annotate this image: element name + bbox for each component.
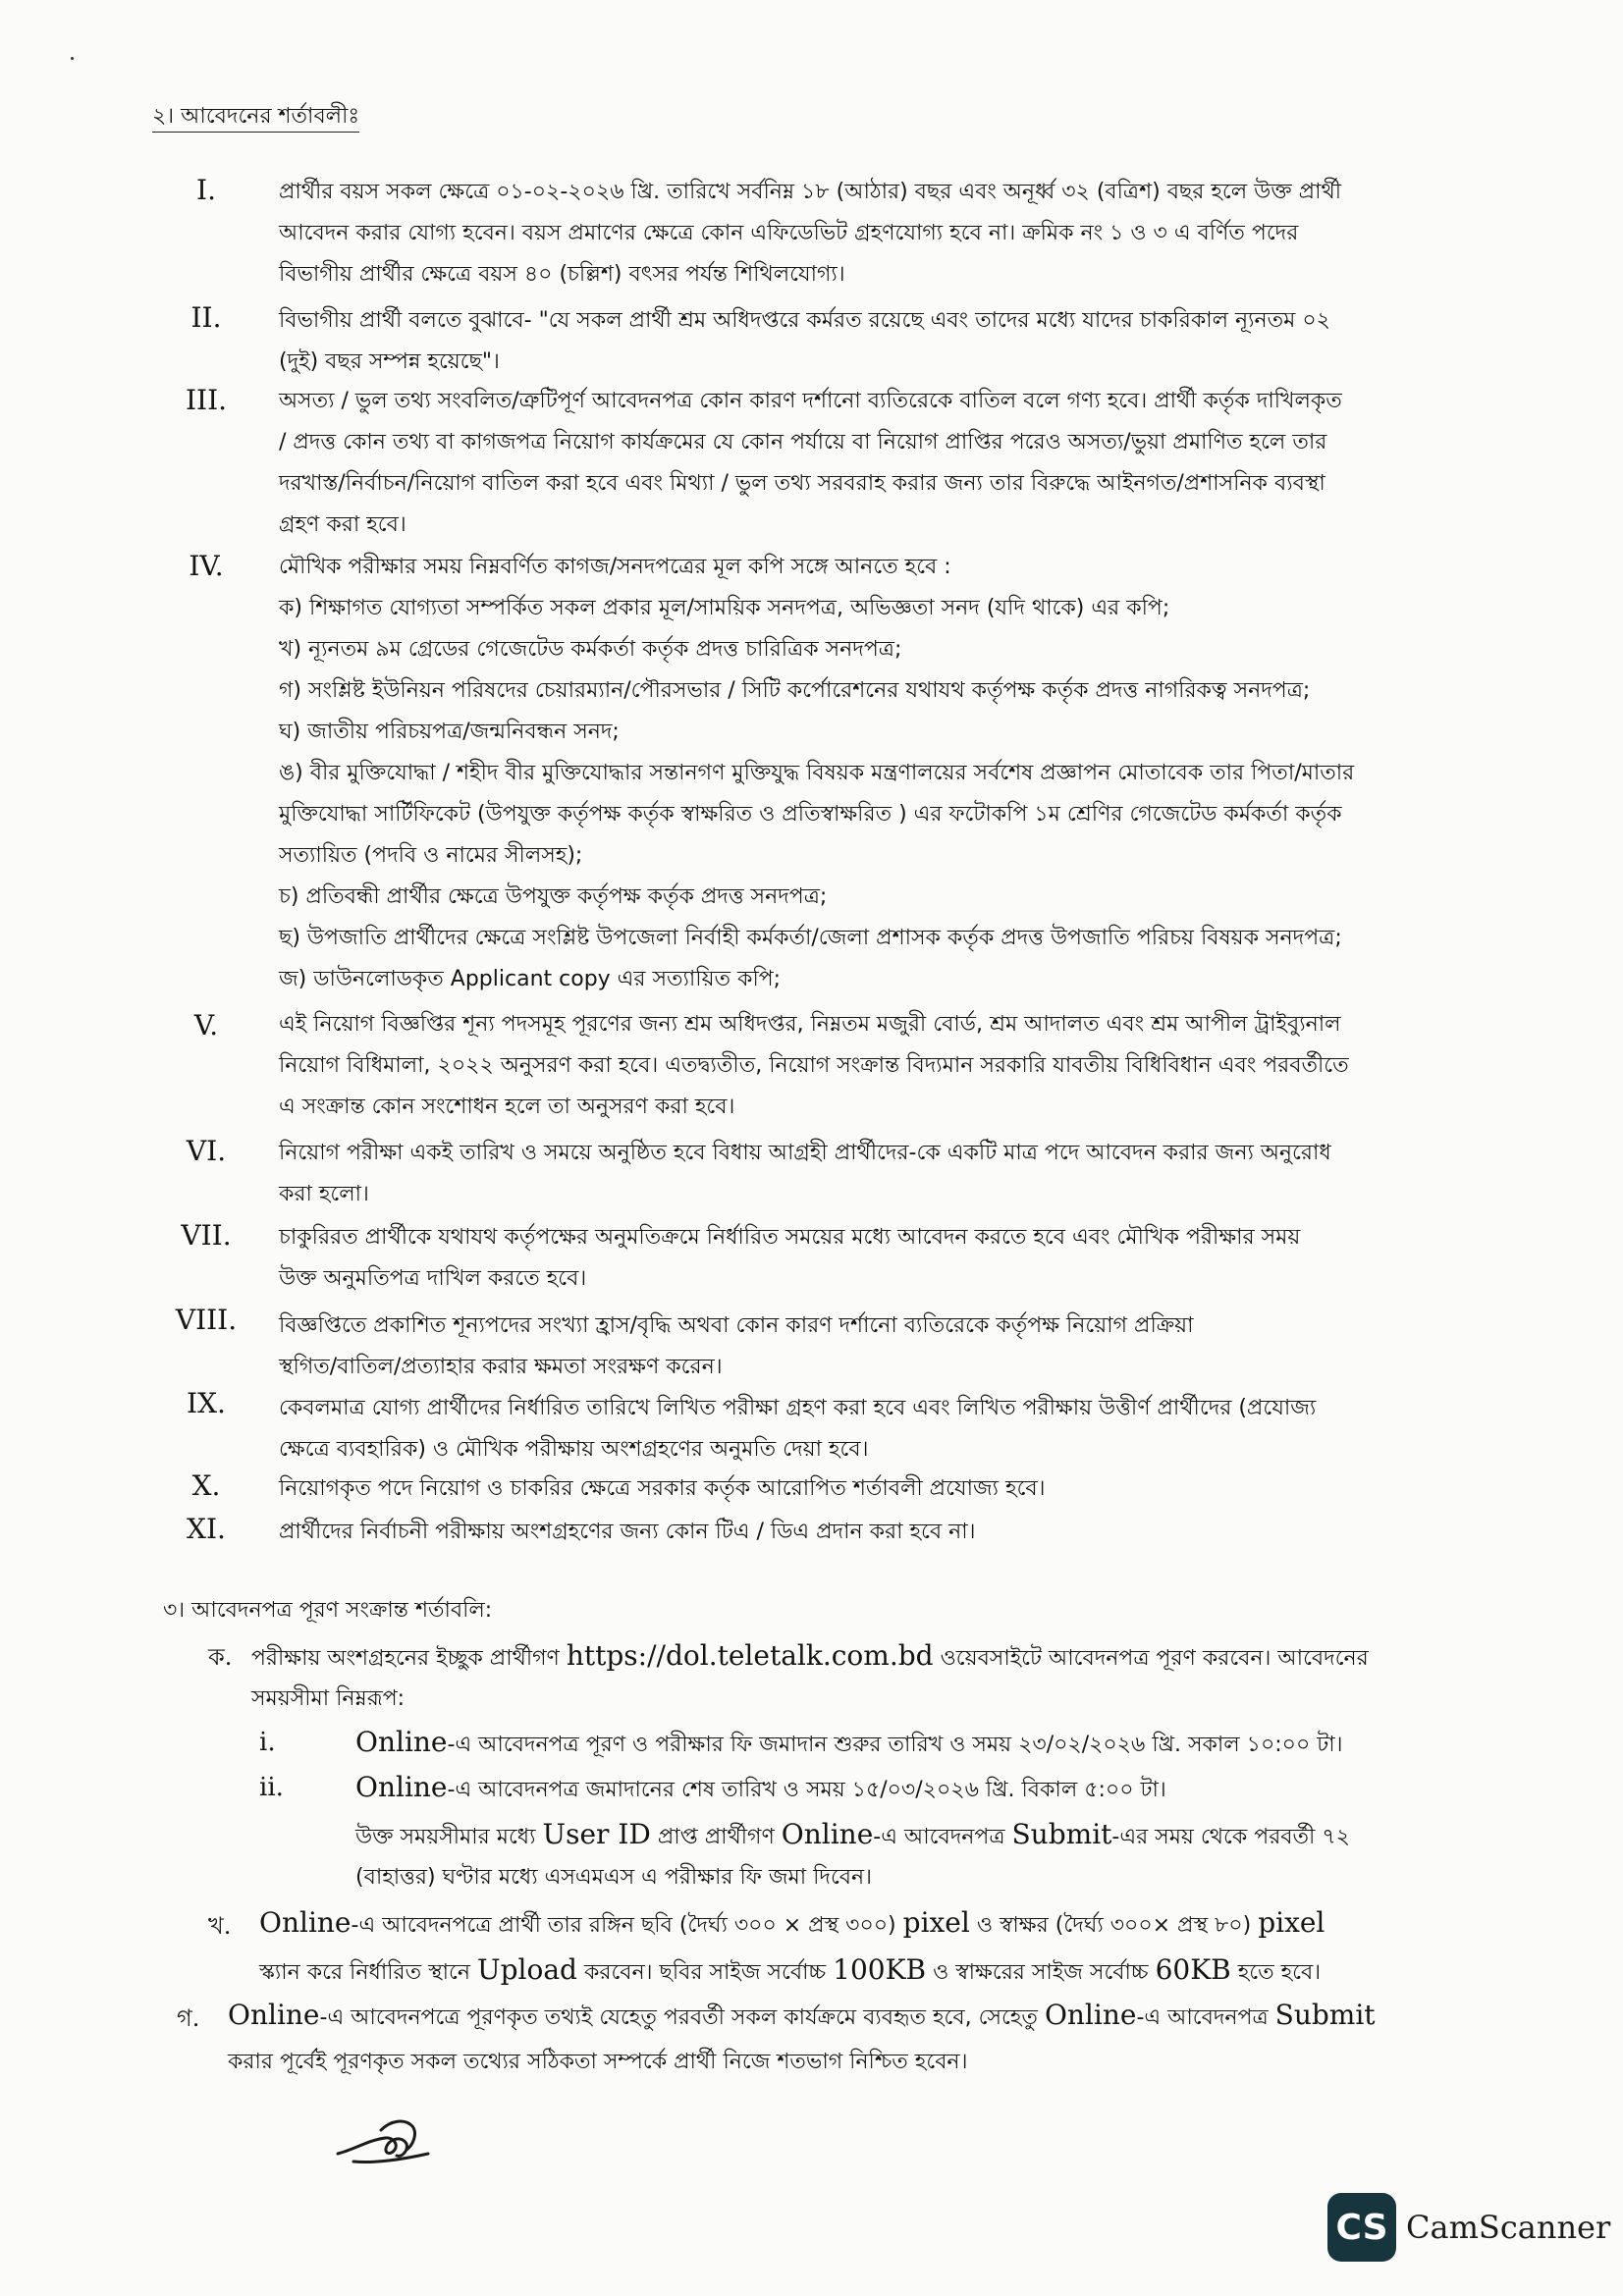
item-text: অসত্য / ভুল তথ্য সংবলিত/ত্রুটিপূর্ণ আবেদনপত্র কোন কারণ দর্শানো ব্যতিরেকে বাতিল বলে গণ্য হবে। প্রার্থী কর্তৃক দাখিলকৃত / প্রদত্ত কোন তথ্য বা কাগজপত্র নিয়োগ কার্যক্রমের যে কোন পর্যায়ে বা নিয়োগ প্রাপ্তির পরেও অসত্য/ভুয়া প্রমাণিত হলে তার দরখাস্ত/নির্বাচন/নিয়োগ বাতিল করা হবে এবং মিথ্যা / ভুল তথ্য সরবরাহ করার জন্য তার বিরুদ্ধে আইনগত/প্রশাসনিক ব্যবস্থা গ্রহণ করা হবে। (279, 389, 1342, 537)
ga-line-2: করার পূর্বেই পূরণকৃত সকল তথ্যের সঠিকতা সম্পর্কে প্রার্থী নিজে শতভাগ নিশ্চিত হবেন। (228, 2050, 968, 2074)
item-text: চাকুরিরত প্রার্থীকে যথাযথ কর্তৃপক্ষের অনুমতিক্রমে নির্ধারিত সময়ের মধ্যে আবেদন করতে হবে এবং মৌখিক পরীক্ষার সময় উক্ত অনুমতিপত্র দাখিল করতে হবে। (279, 1225, 1301, 1291)
item-text: বিভাগীয় প্রার্থী বলতে বুঝাবে- "যে সকল প্রার্থী শ্রম অধিদপ্তরে কর্মরত রয়েছে এবং তাদের মধ্যে যাদের চাকরিকাল ন্যূনতম ০২ (দুই) বছর সম্পন্ন হয়েছে"। (279, 308, 1330, 374)
ga-line-1: Online-এ আবেদনপত্রে পূরণকৃত তথ্যই যেহেতু পরবর্তী সকল কার্যক্রমে ব্যবহৃত হবে, সেহেতু Online-এ আবেদনপত্র Submit (228, 1999, 1376, 2031)
list-marker: ক. (208, 1643, 233, 1671)
item-numeral: III. (185, 384, 228, 416)
item-numeral: VI. (186, 1135, 227, 1167)
item-text: কেবলমাত্র যোগ্য প্রার্থীদের নির্ধারিত তারিখে লিখিত পরীক্ষা গ্রহণ করা হবে এবং লিখিত পরীক্ষায় উত্তীর্ণ প্রার্থীদের (প্রযোজ্য ক্ষেত্রে ব্যবহারিক) ও মৌখিক পরীক্ষায় অংশগ্রহণের অনুমতি দেয়া হবে। (279, 1396, 1317, 1462)
scan-speck (71, 57, 74, 60)
list-marker: ii. (259, 1773, 284, 1802)
item-numeral: IV. (189, 550, 224, 582)
list-marker: i. (259, 1728, 276, 1757)
item-text: নিয়োগ পরীক্ষা একই তারিখ ও সময়ে অনুষ্ঠিত হবে বিধায় আগ্রহী প্রার্থীদের-কে একটি মাত্র পদে আবেদন করার জন্য অনুরোধ করা হলো। (279, 1141, 1331, 1206)
item-text: নিয়োগকৃত পদে নিয়োগ ও চাকরির ক্ষেত্রে সরকার কর্তৃক আরোপিত শর্তাবলী প্রযোজ্য হবে। (279, 1476, 1046, 1501)
ka-line-2: সময়সীমা নিম্নরূপ: (251, 1686, 406, 1711)
camscanner-logo-icon: CS (1327, 2193, 1396, 2262)
item-numeral: I. (196, 174, 216, 206)
item-text: বিজ্ঞপ্তিতে প্রকাশিত শূন্যপদের সংখ্যা হ্রাস/বৃদ্ধি অথবা কোন কারণ দর্শানো ব্যতিরেকে কর্তৃপক্ষ নিয়োগ প্রক্রিয়া স্থগিত/বাতিল/প্রত্যাহার করার ক্ষমতা সংরক্ষণ করেন। (279, 1313, 1194, 1379)
kha-line-1: Online-এ আবেদনপত্রে প্রার্থী তার রঙ্গিন ছবি (দৈর্ঘ্য ৩০০ × প্রস্থ ৩০০) pixel ও স্বাক্ষর (দৈর্ঘ্য ৩০০× প্রস্থ ৮০) pixel (259, 1906, 1325, 1939)
item-numeral: X. (191, 1469, 221, 1502)
kha-line-2: স্ক্যান করে নির্ধারিত স্থানে Upload করবেন। ছবির সাইজ সর্বোচ্চ 100KB ও স্বাক্ষরের সাইজ সর্বোচ্চ 60KB হতে হবে। (259, 1953, 1322, 1986)
website-url[interactable]: https://dol.teletalk.com.bd (566, 1639, 934, 1672)
item-numeral: II. (190, 301, 222, 334)
ka-note-line-2: (বাহাত্তর) ঘণ্টার মধ্যে এসএমএস এ পরীক্ষার ফি জমা দিবেন। (355, 1865, 873, 1890)
camscanner-watermark-text: CamScanner (1406, 2209, 1611, 2246)
section-3-heading: ৩। আবেদনপত্র পূরণ সংক্রান্ত শর্তাবলি: (163, 1598, 493, 1623)
ka-sub-ii: Online-এ আবেদনপত্র জমাদানের শেষ তারিখ ও সময় ১৫/০৩/২০২৬ খ্রি. বিকাল ৫:০০ টা। (355, 1771, 1166, 1803)
item-numeral: XI. (187, 1513, 226, 1545)
item-text: প্রার্থীদের নির্বাচনী পরীক্ষায় অংশগ্রহণের জন্য কোন টিএ / ডিএ প্রদান করা হবে না। (279, 1520, 976, 1544)
ka-sub-i: Online-এ আবেদনপত্র পূরণ ও পরীক্ষার ফি জমাদান শুরুর তারিখ ও সময় ২৩/০২/২০২৬ খ্রি. সকাল ১০:০০ টা। (355, 1726, 1343, 1758)
ka-line-1: পরীক্ষায় অংশগ্রহনের ইচ্ছুক প্রার্থীগণ https://dol.teletalk.com.bd ওয়েবসাইটে আবেদনপত্র পূরণ করবেন। আবেদনের (251, 1639, 1369, 1672)
item-numeral: V. (193, 1009, 219, 1041)
item-text: প্রার্থীর বয়স সকল ক্ষেত্রে ০১-০২-২০২৬ খ্রি. তারিখে সর্বনিম্ন ১৮ (আঠার) বছর এবং অনূর্ধ্ব ৩২ (বত্রিশ) বছর হলে উক্ত প্রার্থী আবেদন করার যোগ্য হবেন। বয়স প্রমাণের ক্ষেত্রে কোন এফিডেভিট গ্রহণযোগ্য হবে না। ক্রমিক নং ১ ও ৩ এ বর্ণিত পদের বিভাগীয় প্রার্থীর ক্ষেত্রে বয়স ৪০ (চল্লিশ) বৎসর পর্যন্ত শিথিলযোগ্য। (279, 180, 1341, 287)
section-2-heading: ২। আবেদনের শর্তাবলীঃ (152, 102, 359, 133)
item-numeral: VIII. (175, 1304, 238, 1336)
item-text: এই নিয়োগ বিজ্ঞপ্তির শূন্য পদসমূহ পূরণের জন্য শ্রম অধিদপ্তর, নিম্নতম মজুরী বোর্ড, শ্রম আদালত এবং শ্রম আপীল ট্রাইব্যুনাল নিয়োগ বিধিমালা, ২০২২ অনুসরণ করা হবে। এতদ্ব্যতীত, নিয়োগ সংক্রান্ত বিদ্যমান সরকারি যাবতীয় বিধিবিধান এবং পরবর্তীতে এ সংক্রান্ত কোন সংশোধন হলে তা অনুসরণ করা হবে। (279, 1012, 1349, 1119)
ka-note-line-1: উক্ত সময়সীমার মধ্যে User ID প্রাপ্ত প্রার্থীগণ Online-এ আবেদনপত্র Submit-এর সময় থেকে পরবর্তী ৭২ (355, 1818, 1350, 1850)
item-numeral: IX. (187, 1387, 226, 1419)
list-marker: খ. (208, 1912, 232, 1940)
item-text: মৌখিক পরীক্ষার সময় নিম্নবর্ণিত কাগজ/সনদপত্রের মূল কপি সঙ্গে আনতে হবে : ক) শিক্ষাগত যোগ্যতা সম্পর্কিত সকল প্রকার মূল/সাময়িক সনদপত্র, অভিজ্ঞতা সনদ (যদি থাকে) এর কপি; খ) ন্যূনতম ৯ম গ্রেডের গেজেটেড কর্মকর্তা কর্তৃক প্রদত্ত চারিত্রিক সনদপত্র; গ) সংশ্লিষ্ট ইউনিয়ন পরিষদের চেয়ারম্যান/পৌরসভার / সিটি কর্পোরেশনের যথাযথ কর্তৃপক্ষ কর্তৃক প্রদত্ত নাগরিকত্ব সনদপত্র; ঘ) জাতীয় পরিচয়পত্র/জন্মনিবন্ধন সনদ; ঙ) বীর মুক্তিযোদ্ধা / শহীদ বীর মুক্তিযোদ্ধার সন্তানগণ মুক্তিযুদ্ধ বিষয়ক মন্ত্রণালয়ের সর্বশেষ প্রজ্ঞাপন মোতাবেক তার পিতা/মাতার মুক্তিযোদ্ধা সার্টিফিকেট (উপযুক্ত কর্তৃপক্ষ কর্তৃক স্বাক্ষরিত ও প্রতিস্বাক্ষরিত ) এর ফটোকপি ১ম শ্রেণির গেজেটেড কর্মকর্তা কর্তৃক সত্যায়িত (পদবি ও নামের সীলসহ); চ) প্রতিবন্ধী প্রার্থীর ক্ষেত্রে উপযুক্ত কর্তৃপক্ষ কর্তৃক প্রদত্ত সনদপত্র; ছ) উপজাতি প্রার্থীদের ক্ষেত্রে সংশ্লিষ্ট উপজেলা নির্বাহী কর্মকর্তা/জেলা প্রশাসক কর্তৃক প্রদত্ত উপজাতি পরিচয় বিষয়ক সনদপত্র; জ) ডাউনলোডকৃত Applicant copy এর সত্যায়িত কপি; (279, 555, 1355, 991)
item-numeral: VII. (181, 1219, 232, 1252)
signature-image (334, 2110, 442, 2169)
list-marker: গ. (177, 2004, 200, 2032)
